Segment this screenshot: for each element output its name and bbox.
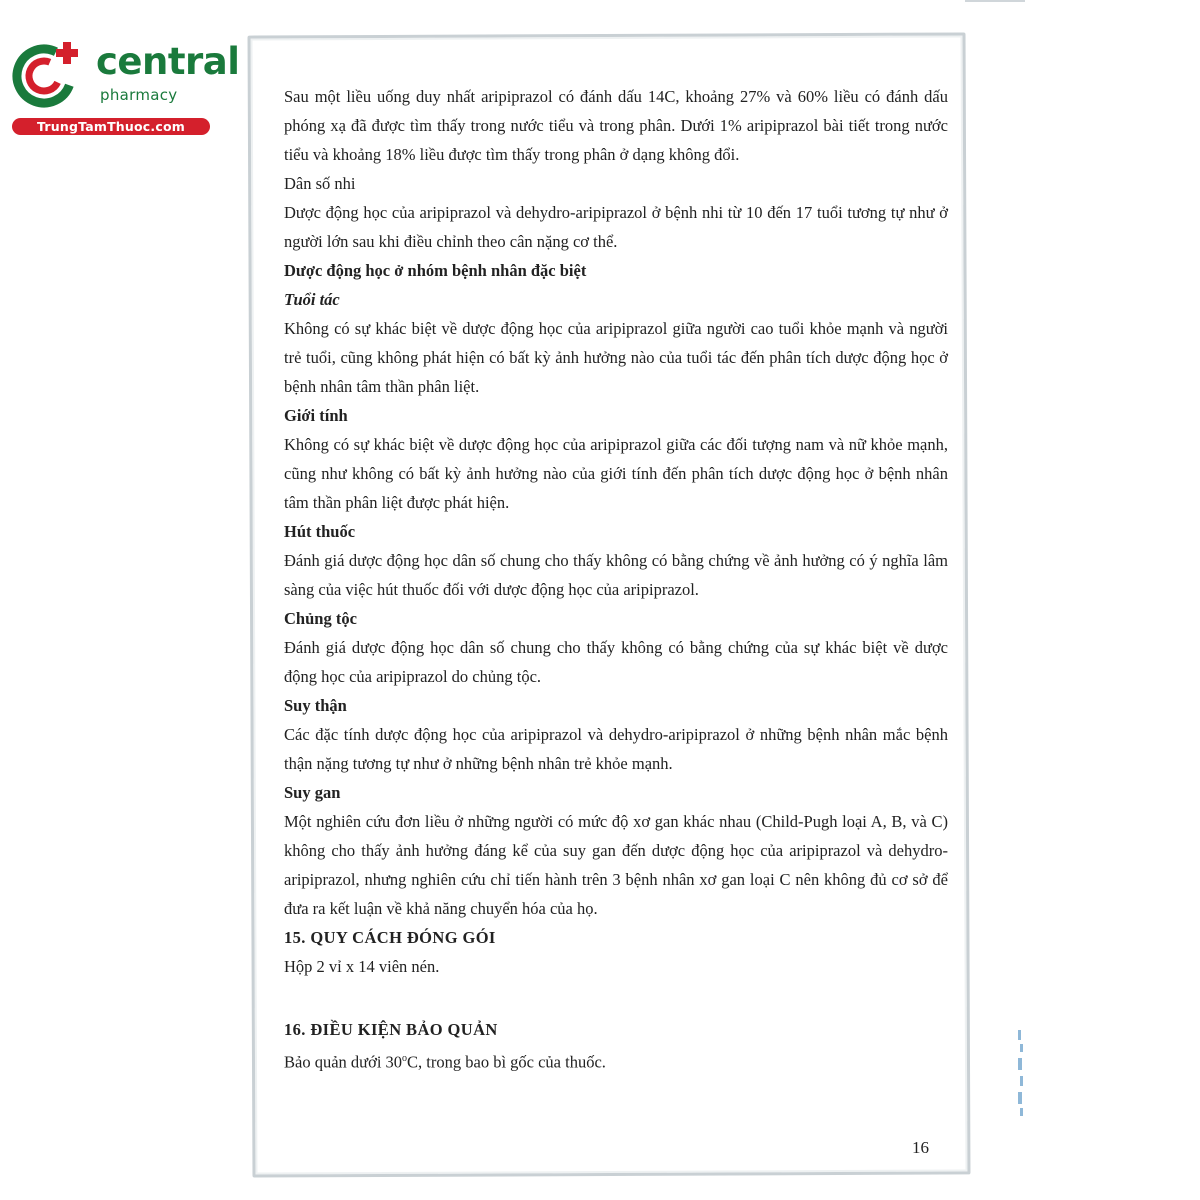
hepatic-text: Một nghiên cứu đơn liều ở những người có mức độ xơ gan khác nhau (Child-Pugh loại A, B, và C) không cho thấy ảnh hưởng đáng kể của suy gan đến dược động học của aripiprazol và dehydro-aripiprazol, nhưng nghiên cứu chỉ tiến hành trên 3 bệnh nhân xơ gan loại C nên không đủ cơ sở để đưa ra kết luận về khả năng chuyển hóa của họ. xyxy=(284,812,948,918)
section-15-title: 15. QUY CÁCH ĐÓNG GÓI xyxy=(284,928,496,947)
excretion-paragraph: Sau một liều uống duy nhất aripiprazol có đánh dấu 14C, khoảng 27% và 60% liều có đánh dấu phóng xạ đã được tìm thấy trong nước tiểu và trong phân. Dưới 1% aripiprazol bài tiết trong nước tiểu và khoảng 18% liều được tìm thấy trong phân ở dạng không đổi. xyxy=(284,87,948,164)
degree-superscript: o xyxy=(402,1053,408,1064)
race-text: Đánh giá dược động học dân số chung cho thấy không có bằng chứng của sự khác biệt về dược động học của aripiprazol do chủng tộc. xyxy=(284,638,948,686)
logo-url-badge[interactable]: TrungTamThuoc.com xyxy=(12,118,210,135)
section-16-text xyxy=(284,1044,948,1077)
smoking-text: Đánh giá dược động học dân số chung cho thấy không có bằng chứng về ảnh hưởng có ý nghĩa lâm sàng của việc hút thuốc đối với dược động học của aripiprazol. xyxy=(284,551,948,599)
pediatric-text: Dược động học của aripiprazol và dehydro-aripiprazol ở bệnh nhi từ 10 đến 17 tuổi tương tự như ở người lớn sau khi điều chỉnh theo cân nặng cơ thể. xyxy=(284,203,948,251)
hepatic-heading: Suy gan xyxy=(284,783,341,802)
gender-heading: Giới tính xyxy=(284,406,348,425)
storage-text-start: Bảo quản dưới 30 xyxy=(284,1052,403,1072)
renal-heading: Suy thận xyxy=(284,696,347,715)
pharmacy-cross-icon xyxy=(10,38,82,110)
race-heading: Chủng tộc xyxy=(284,609,357,628)
storage-text-end: C, trong bao bì gốc của thuốc. xyxy=(407,1052,606,1072)
logo-subtitle: pharmacy xyxy=(100,86,178,104)
age-text: Không có sự khác biệt về dược động học của aripiprazol giữa người cao tuổi khỏe mạnh và người trẻ tuổi, cũng không phát hiện có bất kỳ ảnh hưởng nào của tuổi tác đến phân tích dược động học ở bệnh nhân tâm thần phân liệt. xyxy=(284,319,948,396)
gender-text: Không có sự khác biệt về dược động học của aripiprazol giữa các đối tượng nam và nữ khỏe mạnh, cũng như không có bất kỳ ảnh hưởng nào của giới tính đến phân tích dược động học ở bệnh nhân tâm thần phân liệt được phát hiện. xyxy=(284,435,948,512)
margin-stamp-mark xyxy=(1012,1028,1032,1118)
special-populations-heading: Dược động học ở nhóm bệnh nhân đặc biệt xyxy=(284,261,587,280)
document-body xyxy=(284,82,948,1077)
central-pharmacy-logo[interactable] xyxy=(10,36,240,136)
page-number: 16 xyxy=(912,1138,929,1157)
scan-edge-line xyxy=(965,0,1025,2)
logo-wordmark: central xyxy=(96,40,240,83)
smoking-heading: Hút thuốc xyxy=(284,522,356,541)
age-heading: Tuổi tác xyxy=(284,290,340,309)
section-16-title: 16. ĐIỀU KIỆN BẢO QUẢN xyxy=(284,1020,498,1039)
pediatric-heading: Dân số nhi xyxy=(284,174,356,193)
renal-text: Các đặc tính dược động học của aripiprazol và dehydro-aripiprazol ở những bệnh nhân mắc bệnh thận nặng tương tự như ở những bệnh nhân trẻ khỏe mạnh. xyxy=(284,725,948,773)
section-15-text: Hộp 2 vỉ x 14 viên nén. xyxy=(284,957,440,976)
